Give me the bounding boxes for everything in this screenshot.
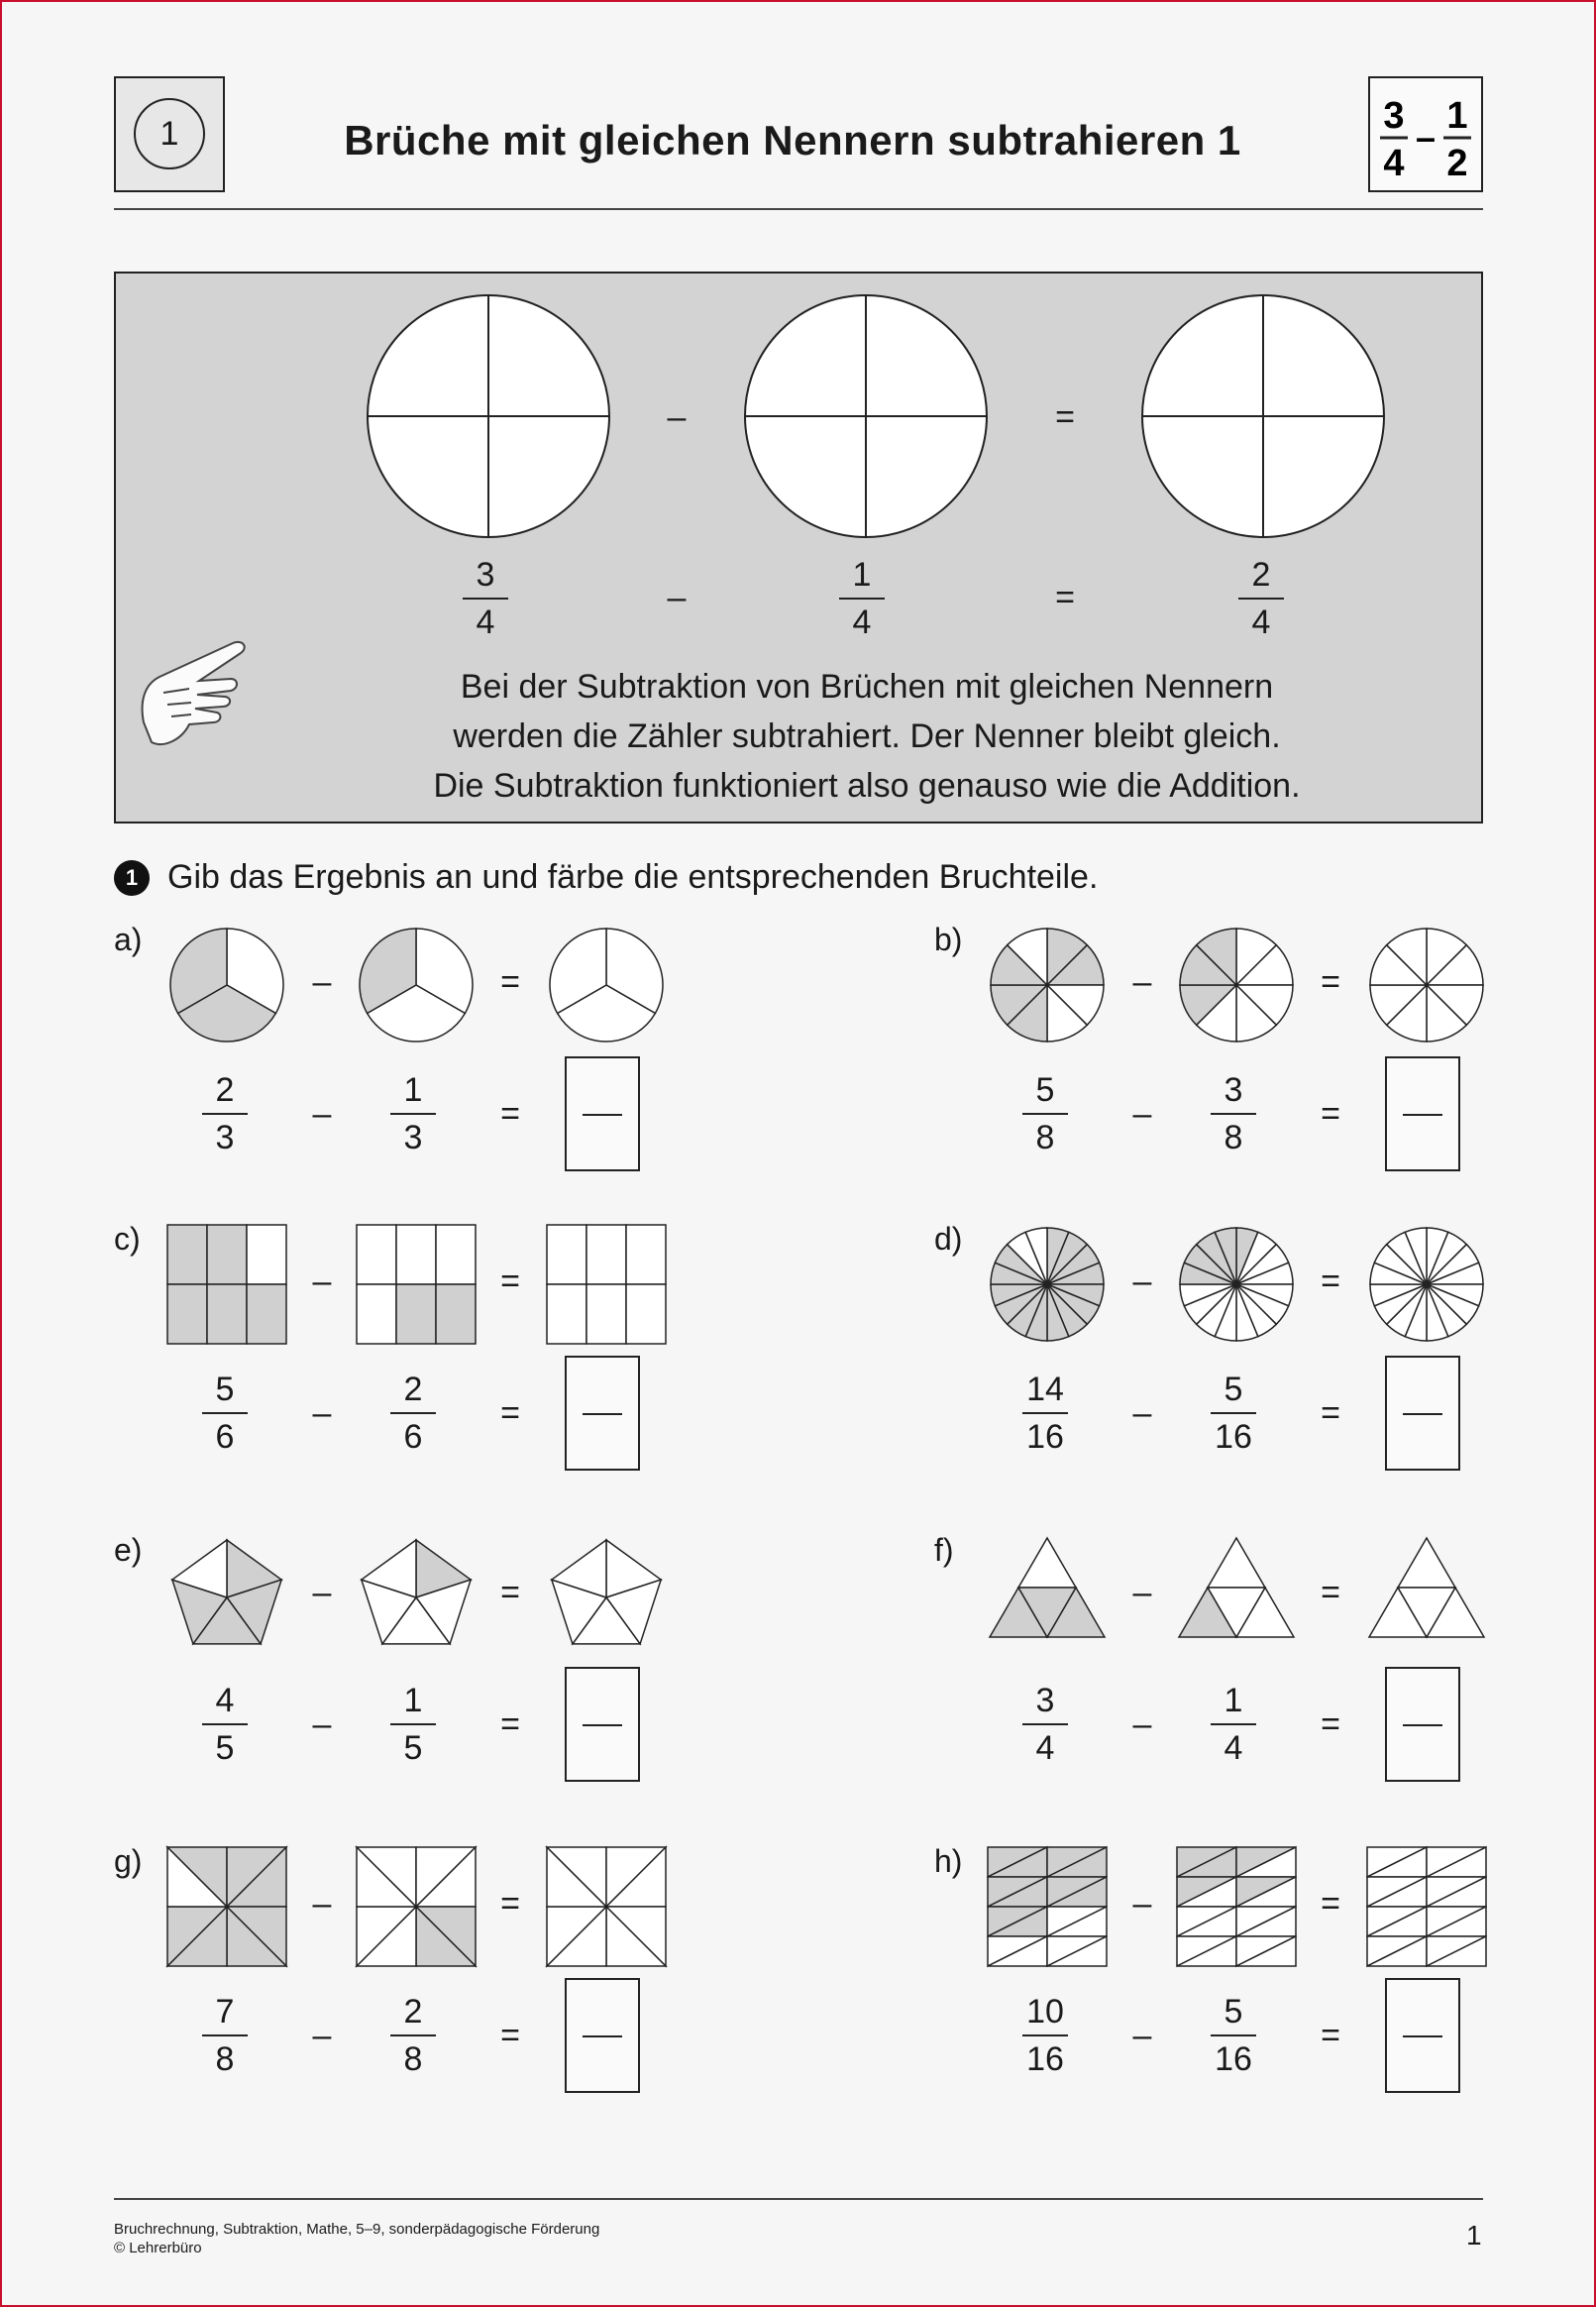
exercise-c	[114, 1221, 669, 1456]
equals-sign: =	[1321, 1574, 1340, 1611]
answer-box[interactable]	[1385, 1667, 1460, 1782]
numerator: 2	[403, 1993, 423, 2031]
shape-a	[165, 924, 288, 1051]
intro-circle-a	[368, 295, 609, 537]
shape-a	[165, 1534, 288, 1662]
equals-sign: =	[1321, 1885, 1340, 1922]
fraction-b	[1194, 1070, 1273, 1157]
equals-sign: =	[500, 963, 520, 1001]
shape-a	[986, 1845, 1109, 1973]
fraction-piece	[247, 1225, 286, 1284]
shape-b	[1175, 1223, 1298, 1351]
numerator: 4	[215, 1682, 235, 1719]
shape-result[interactable]	[1365, 924, 1488, 1051]
fraction-b	[373, 1681, 453, 1768]
intro-circle-b	[745, 295, 987, 537]
intro-fraction-a	[446, 555, 525, 642]
denominator: 5	[403, 1729, 423, 1767]
denominator: 8	[403, 2040, 423, 2078]
rule-line-2: werden die Zähler subtrahiert. Der Nenner bleibt gleich.	[453, 717, 1281, 755]
answer-box[interactable]	[565, 1667, 640, 1782]
fraction-piece	[1208, 1538, 1265, 1588]
minus-sign: –	[312, 2017, 332, 2054]
fraction-a	[1006, 1370, 1085, 1457]
shape-b	[355, 1845, 478, 1973]
intro-minus: –	[667, 398, 687, 436]
equals-sign: =	[500, 2017, 520, 2054]
fraction-piece	[436, 1225, 476, 1284]
intro-equals: =	[1055, 398, 1075, 436]
page-title: Brüche mit gleichen Nennern subtrahieren 1	[344, 117, 1241, 164]
answer-box[interactable]	[1385, 1056, 1460, 1171]
exercise-label: g)	[114, 1843, 143, 1879]
fraction-a	[185, 1681, 265, 1768]
shape-result[interactable]	[545, 1534, 668, 1662]
denominator: 16	[1215, 2040, 1252, 2078]
fraction-a	[185, 1070, 265, 1157]
exercise-d	[934, 1221, 1489, 1456]
numerator: 2	[215, 1071, 235, 1109]
fraction-piece	[357, 1225, 396, 1284]
answer-box[interactable]	[1385, 1978, 1460, 2093]
minus-sign: –	[312, 1885, 332, 1922]
fraction-piece	[207, 1225, 247, 1284]
denominator: 16	[1026, 1418, 1064, 1456]
numerator: 1	[403, 1682, 423, 1719]
shape-b	[355, 1534, 478, 1662]
numerator: 1	[852, 556, 872, 594]
footer-line-2: © Lehrerbüro	[114, 2240, 202, 2256]
equals-sign: =	[1321, 1394, 1340, 1432]
minus-sign: –	[312, 963, 332, 1001]
exercise-g	[114, 1843, 669, 2078]
fraction-a	[1006, 1681, 1085, 1768]
fraction-piece	[586, 1284, 626, 1344]
fraction-piece	[357, 1284, 396, 1344]
fraction-piece	[586, 1225, 626, 1284]
task-number-bullet: 1	[114, 860, 150, 896]
exercise-label: c)	[114, 1221, 141, 1257]
shape-result[interactable]	[1365, 1534, 1488, 1662]
shape-result[interactable]	[1365, 1223, 1488, 1351]
numerator: 14	[1026, 1371, 1064, 1408]
numerator: 7	[215, 1993, 235, 2031]
exercise-a	[114, 922, 669, 1156]
footer-line-1: Bruchrechnung, Subtraktion, Mathe, 5–9, sonderpädagogische Förderung	[114, 2221, 600, 2238]
denominator: 8	[1035, 1119, 1055, 1156]
shape-b	[355, 924, 478, 1051]
equals-sign: =	[1321, 1263, 1340, 1300]
numerator: 5	[1224, 1371, 1243, 1408]
numerator: 2	[1251, 556, 1271, 594]
minus-sign: –	[1132, 1705, 1152, 1743]
fraction-badge	[1368, 76, 1483, 192]
equals-sign: =	[500, 1263, 520, 1300]
fraction-piece	[1398, 1538, 1455, 1588]
intro-fraction-b	[822, 555, 902, 642]
minus-sign: –	[312, 1095, 332, 1133]
denominator: 16	[1026, 2040, 1064, 2078]
fraction-piece	[547, 1284, 586, 1344]
minus-sign: –	[312, 1705, 332, 1743]
minus-sign: –	[312, 1574, 332, 1611]
badge-a-num: 3	[1383, 95, 1405, 137]
footer-rule	[114, 2198, 1483, 2200]
shape-a	[986, 1534, 1109, 1662]
badge-op: –	[1415, 117, 1436, 158]
equals-sign: =	[500, 1394, 520, 1432]
equals-sign: =	[1321, 963, 1340, 1001]
numerator: 1	[1224, 1682, 1243, 1719]
fraction-piece	[436, 1284, 476, 1344]
equals-sign: =	[1321, 1095, 1340, 1133]
equals-sign: =	[1321, 1705, 1340, 1743]
denominator: 8	[215, 2040, 235, 2078]
equals-sign: =	[500, 1095, 520, 1133]
exercise-label: d)	[934, 1221, 963, 1257]
shape-b	[1175, 924, 1298, 1051]
header-rule	[114, 208, 1483, 210]
fraction-b	[373, 1370, 453, 1457]
minus-sign: –	[1132, 1263, 1152, 1300]
equals-sign: =	[500, 1885, 520, 1922]
badge-a-den: 4	[1383, 143, 1405, 184]
minus-sign: –	[1132, 1574, 1152, 1611]
equals-sign: =	[1321, 2017, 1340, 2054]
numerator: 5	[1224, 1993, 1243, 2031]
minus-sign: –	[312, 1263, 332, 1300]
numerator: 10	[1026, 1993, 1064, 2031]
fraction-piece	[1018, 1538, 1076, 1588]
intro-circle-result	[1142, 295, 1384, 537]
numerator: 3	[1224, 1071, 1243, 1109]
equals-sign: =	[500, 1574, 520, 1611]
denominator: 4	[852, 604, 872, 641]
numerator: 3	[1035, 1682, 1055, 1719]
denominator: 8	[1224, 1119, 1243, 1156]
answer-box[interactable]	[565, 1356, 640, 1471]
badge-b-den: 2	[1446, 143, 1468, 184]
rule-line-3: Die Subtraktion funktioniert also genauso wie die Addition.	[433, 767, 1301, 805]
answer-box[interactable]	[565, 1056, 640, 1171]
exercise-label: f)	[934, 1532, 954, 1568]
minus-sign: –	[1132, 963, 1152, 1001]
denominator: 3	[215, 1119, 235, 1156]
sheet-number-box	[114, 76, 225, 192]
fraction-a	[185, 1370, 265, 1457]
denominator: 6	[403, 1418, 423, 1456]
shape-result[interactable]	[545, 1223, 668, 1351]
fraction-piece	[167, 1225, 207, 1284]
fraction-piece	[167, 1284, 207, 1344]
fraction-piece	[547, 1225, 586, 1284]
shape-b	[355, 1223, 478, 1351]
minus-sign: –	[1132, 1885, 1152, 1922]
exercise-e	[114, 1532, 669, 1767]
exercise-label: h)	[934, 1843, 963, 1879]
pointing-hand-icon	[143, 642, 245, 744]
task-instruction	[114, 858, 1098, 897]
fraction-b	[373, 1992, 453, 2079]
fraction-piece	[626, 1225, 666, 1284]
denominator: 4	[1035, 1729, 1055, 1767]
shape-a	[165, 1223, 288, 1351]
page-number: 1	[1466, 2220, 1482, 2251]
numerator: 2	[403, 1371, 423, 1408]
shape-b	[1175, 1845, 1298, 1973]
fraction-a	[1006, 1992, 1085, 2079]
exercise-f	[934, 1532, 1489, 1767]
shape-a	[986, 924, 1109, 1051]
sheet-number: 1	[134, 98, 205, 169]
denominator: 5	[215, 1729, 235, 1767]
exercise-b	[934, 922, 1489, 1156]
shape-result[interactable]	[545, 924, 668, 1051]
answer-box[interactable]	[1385, 1356, 1460, 1471]
numerator: 1	[403, 1071, 423, 1109]
intro-equals-2: =	[1055, 579, 1075, 616]
fraction-piece	[396, 1225, 436, 1284]
fraction-piece	[207, 1284, 247, 1344]
denominator: 4	[476, 604, 495, 641]
badge-b-num: 1	[1446, 95, 1468, 137]
minus-sign: –	[312, 1394, 332, 1432]
fraction-a	[185, 1992, 265, 2079]
shape-a	[986, 1223, 1109, 1351]
task-text: Gib das Ergebnis an und färbe die entsprechenden Bruchteile.	[167, 858, 1099, 896]
exercise-label: e)	[114, 1532, 143, 1568]
fraction-piece	[247, 1284, 286, 1344]
fraction-b	[1194, 1370, 1273, 1457]
exercise-label: b)	[934, 922, 963, 957]
numerator: 5	[215, 1371, 235, 1408]
numerator: 5	[1035, 1071, 1055, 1109]
exercise-label: a)	[114, 922, 143, 957]
shape-result[interactable]	[1365, 1845, 1488, 1973]
denominator: 4	[1224, 1729, 1243, 1767]
intro-fraction-result	[1222, 555, 1301, 642]
intro-minus-2: –	[667, 579, 687, 616]
denominator: 16	[1215, 1418, 1252, 1456]
numerator: 3	[476, 556, 495, 594]
rule-text	[297, 662, 1436, 811]
shape-a	[165, 1845, 288, 1973]
minus-sign: –	[1132, 2017, 1152, 2054]
rule-line-1: Bei der Subtraktion von Brüchen mit gleichen Nennern	[460, 668, 1274, 706]
fraction-piece	[396, 1284, 436, 1344]
fraction-a	[1006, 1070, 1085, 1157]
fraction-b	[1194, 1992, 1273, 2079]
fraction-piece	[626, 1284, 666, 1344]
fraction-b	[1194, 1681, 1273, 1768]
answer-box[interactable]	[565, 1978, 640, 2093]
footer-credits	[114, 2220, 599, 2257]
shape-b	[1175, 1534, 1298, 1662]
minus-sign: –	[1132, 1394, 1152, 1432]
denominator: 6	[215, 1418, 235, 1456]
fraction-b	[373, 1070, 453, 1157]
exercise-h	[934, 1843, 1489, 2078]
equals-sign: =	[500, 1705, 520, 1743]
denominator: 3	[403, 1119, 423, 1156]
shape-result[interactable]	[545, 1845, 668, 1973]
denominator: 4	[1251, 604, 1271, 641]
minus-sign: –	[1132, 1095, 1152, 1133]
